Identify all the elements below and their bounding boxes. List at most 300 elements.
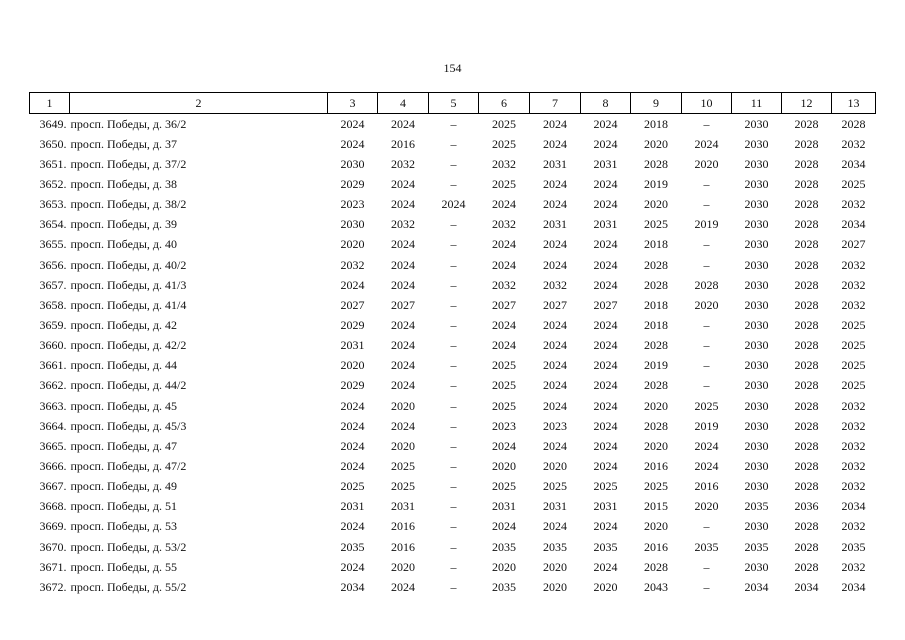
year-cell: 2032: [340, 257, 365, 272]
year-cell: 2024: [593, 398, 618, 413]
row-number-cell: 3669.: [39, 519, 67, 534]
table-row: [30, 275, 876, 295]
year-cell: –: [450, 217, 457, 232]
year-cell: 2030: [744, 257, 769, 272]
year-cell: 2034: [744, 579, 769, 594]
year-cell: 2025: [841, 317, 866, 332]
column-header-4: 4: [378, 93, 429, 114]
year-cell: 2034: [841, 499, 866, 514]
year-cell: 2031: [492, 499, 516, 514]
year-cell: –: [450, 297, 457, 312]
year-cell: 2024: [340, 438, 365, 453]
address-cell: просп. Победы, д. 53/2: [70, 539, 187, 554]
year-cell: –: [450, 418, 457, 433]
year-cell: 2031: [340, 499, 365, 514]
address-cell: просп. Победы, д. 53: [70, 519, 178, 534]
table-row: [30, 537, 876, 557]
year-cell: 2028: [644, 338, 668, 353]
row-number-cell: 3655.: [39, 237, 67, 252]
year-cell: 2028: [794, 358, 819, 373]
year-cell: 2031: [543, 156, 567, 171]
table-row: [30, 497, 876, 517]
row-number-cell: 3662.: [39, 378, 67, 393]
year-cell: 2030: [744, 197, 769, 212]
address-cell: просп. Победы, д. 51: [70, 499, 178, 514]
year-cell: 2024: [391, 317, 415, 332]
year-cell: 2028: [794, 116, 819, 131]
address-cell: просп. Победы, д. 55/2: [70, 579, 187, 594]
year-cell: 2025: [492, 358, 516, 373]
year-cell: 2024: [593, 237, 618, 252]
row-number-cell: 3667.: [39, 479, 67, 494]
year-cell: 2032: [841, 136, 866, 151]
year-cell: –: [703, 257, 710, 272]
year-cell: –: [703, 579, 710, 594]
year-cell: 2028: [794, 559, 819, 574]
table-header: [30, 93, 876, 114]
year-cell: 2029: [340, 378, 365, 393]
address-cell: просп. Победы, д. 55: [70, 559, 178, 574]
year-cell: 2025: [492, 116, 516, 131]
year-cell: 2036: [794, 499, 819, 514]
year-cell: 2028: [644, 559, 668, 574]
address-cell: просп. Победы, д. 47: [70, 438, 178, 453]
year-cell: –: [450, 479, 457, 494]
year-cell: 2034: [340, 579, 365, 594]
row-number-cell: 3665.: [39, 438, 67, 453]
year-cell: 2028: [694, 277, 719, 292]
year-cell: 2025: [492, 398, 516, 413]
column-header-13: 13: [832, 93, 876, 114]
row-number-cell: 3651.: [39, 156, 67, 171]
year-cell: 2024: [593, 559, 618, 574]
year-cell: 2020: [492, 458, 516, 473]
year-cell: 2035: [694, 539, 719, 554]
year-cell: 2024: [593, 338, 618, 353]
year-cell: –: [450, 579, 457, 594]
row-number-cell: 3672.: [39, 579, 67, 594]
column-header-1: 1: [30, 93, 70, 114]
year-cell: 2028: [794, 317, 819, 332]
year-cell: 2024: [543, 317, 567, 332]
row-number-cell: 3656.: [39, 257, 67, 272]
address-cell: просп. Победы, д. 44: [70, 358, 178, 373]
year-cell: 2024: [593, 257, 618, 272]
year-cell: 2024: [593, 418, 618, 433]
year-cell: 2034: [841, 217, 866, 232]
year-cell: 2030: [744, 156, 769, 171]
address-cell: просп. Победы, д. 41/4: [70, 297, 187, 312]
year-cell: 2024: [340, 398, 365, 413]
year-cell: 2019: [644, 176, 668, 191]
year-cell: 2028: [644, 418, 668, 433]
year-cell: –: [703, 237, 710, 252]
year-cell: 2024: [492, 237, 516, 252]
table-row: [30, 134, 876, 154]
year-cell: 2024: [391, 579, 415, 594]
year-cell: 2030: [744, 438, 769, 453]
year-cell: 2030: [744, 116, 769, 131]
year-cell: 2020: [340, 237, 365, 252]
year-cell: 2024: [543, 338, 567, 353]
year-cell: 2025: [841, 176, 866, 191]
row-number-cell: 3661.: [39, 358, 67, 373]
year-cell: 2024: [391, 358, 415, 373]
year-cell: 2030: [744, 176, 769, 191]
year-cell: 2027: [841, 237, 866, 252]
year-cell: 2030: [744, 519, 769, 534]
year-cell: 2024: [543, 176, 567, 191]
year-cell: 2020: [694, 297, 719, 312]
year-cell: 2030: [744, 277, 769, 292]
table-row: [30, 215, 876, 235]
address-cell: просп. Победы, д. 36/2: [70, 116, 187, 131]
year-cell: 2019: [694, 217, 719, 232]
year-cell: –: [703, 116, 710, 131]
year-cell: 2027: [492, 297, 516, 312]
year-cell: 2031: [593, 499, 618, 514]
column-number-row: [30, 93, 876, 114]
year-cell: 2027: [391, 297, 415, 312]
year-cell: 2025: [492, 176, 516, 191]
year-cell: 2030: [744, 458, 769, 473]
column-header-6: 6: [479, 93, 530, 114]
year-cell: 2024: [543, 257, 567, 272]
table-row: [30, 255, 876, 275]
year-cell: 2029: [340, 317, 365, 332]
year-cell: 2032: [841, 418, 866, 433]
address-cell: просп. Победы, д. 41/3: [70, 277, 187, 292]
address-cell: просп. Победы, д. 44/2: [70, 378, 187, 393]
year-cell: 2024: [593, 317, 618, 332]
year-cell: –: [450, 338, 457, 353]
year-cell: 2028: [794, 197, 819, 212]
row-number-cell: 3657.: [39, 277, 67, 292]
year-cell: 2028: [794, 418, 819, 433]
year-cell: 2024: [593, 176, 618, 191]
building-repair-schedule-table: [29, 92, 876, 597]
year-cell: 2020: [644, 136, 668, 151]
year-cell: 2024: [543, 136, 567, 151]
year-cell: 2020: [593, 579, 618, 594]
year-cell: 2020: [340, 358, 365, 373]
year-cell: 2030: [744, 418, 769, 433]
table-row: [30, 174, 876, 194]
year-cell: 2035: [340, 539, 365, 554]
year-cell: 2028: [794, 217, 819, 232]
address-cell: просп. Победы, д. 45/3: [70, 418, 187, 433]
address-cell: просп. Победы, д. 47/2: [70, 458, 187, 473]
year-cell: 2020: [543, 579, 567, 594]
year-cell: 2024: [391, 277, 415, 292]
year-cell: 2024: [340, 136, 365, 151]
year-cell: 2032: [841, 559, 866, 574]
address-cell: просп. Победы, д. 40: [70, 237, 178, 252]
year-cell: –: [703, 378, 710, 393]
year-cell: 2030: [744, 378, 769, 393]
year-cell: 2016: [644, 539, 668, 554]
row-number-cell: 3668.: [39, 499, 67, 514]
year-cell: 2016: [644, 458, 668, 473]
year-cell: 2024: [543, 519, 567, 534]
year-cell: 2030: [744, 398, 769, 413]
year-cell: 2032: [543, 277, 567, 292]
year-cell: 2024: [340, 519, 365, 534]
year-cell: 2025: [644, 217, 668, 232]
year-cell: –: [450, 519, 457, 534]
year-cell: 2024: [543, 398, 567, 413]
year-cell: 2018: [644, 116, 668, 131]
year-cell: 2024: [694, 136, 719, 151]
year-cell: 2024: [340, 277, 365, 292]
table-row: [30, 154, 876, 174]
year-cell: 2024: [492, 438, 516, 453]
year-cell: 2024: [593, 277, 618, 292]
year-cell: 2020: [644, 197, 668, 212]
year-cell: 2024: [593, 438, 618, 453]
row-number-cell: 3652.: [39, 176, 67, 191]
year-cell: 2024: [340, 116, 365, 131]
address-cell: просп. Победы, д. 37/2: [70, 156, 187, 171]
year-cell: –: [450, 237, 457, 252]
address-cell: просп. Победы, д. 42: [70, 317, 178, 332]
year-cell: –: [450, 116, 457, 131]
year-cell: 2032: [841, 398, 866, 413]
table-row: [30, 356, 876, 376]
year-cell: 2025: [391, 458, 415, 473]
year-cell: 2020: [694, 156, 719, 171]
year-cell: 2028: [794, 398, 819, 413]
year-cell: –: [450, 559, 457, 574]
year-cell: 2031: [543, 217, 567, 232]
year-cell: 2016: [391, 136, 415, 151]
year-cell: 2024: [340, 458, 365, 473]
year-cell: 2031: [593, 217, 618, 232]
year-cell: 2023: [340, 197, 365, 212]
year-cell: 2025: [841, 358, 866, 373]
row-number-cell: 3654.: [39, 217, 67, 232]
year-cell: 2043: [644, 579, 668, 594]
year-cell: 2024: [593, 116, 618, 131]
year-cell: 2027: [340, 297, 365, 312]
year-cell: 2028: [644, 277, 668, 292]
year-cell: 2024: [391, 338, 415, 353]
row-number-cell: 3649.: [39, 116, 67, 131]
year-cell: 2025: [593, 479, 618, 494]
table-row: [30, 114, 876, 135]
year-cell: 2031: [391, 499, 415, 514]
year-cell: 2025: [644, 479, 668, 494]
year-cell: –: [703, 176, 710, 191]
table-row: [30, 436, 876, 456]
year-cell: 2030: [744, 237, 769, 252]
year-cell: 2020: [644, 438, 668, 453]
year-cell: 2024: [593, 378, 618, 393]
year-cell: 2024: [593, 458, 618, 473]
year-cell: –: [450, 358, 457, 373]
year-cell: 2024: [391, 418, 415, 433]
column-header-11: 11: [732, 93, 782, 114]
year-cell: 2018: [644, 317, 668, 332]
year-cell: 2032: [841, 277, 866, 292]
table-row: [30, 315, 876, 335]
year-cell: 2024: [340, 559, 365, 574]
column-header-2: 2: [70, 93, 328, 114]
year-cell: 2020: [391, 559, 415, 574]
address-cell: просп. Победы, д. 39: [70, 217, 178, 232]
year-cell: 2032: [841, 197, 866, 212]
year-cell: –: [450, 458, 457, 473]
year-cell: 2024: [543, 197, 567, 212]
address-cell: просп. Победы, д. 38: [70, 176, 178, 191]
row-number-cell: 3658.: [39, 297, 67, 312]
year-cell: 2024: [593, 519, 618, 534]
row-number-cell: 3670.: [39, 539, 67, 554]
year-cell: 2020: [694, 499, 719, 514]
year-cell: 2024: [593, 197, 618, 212]
year-cell: 2028: [794, 479, 819, 494]
year-cell: –: [450, 438, 457, 453]
table-row: [30, 235, 876, 255]
year-cell: 2035: [492, 579, 516, 594]
year-cell: 2024: [492, 519, 516, 534]
year-cell: 2016: [391, 539, 415, 554]
year-cell: 2024: [391, 197, 415, 212]
year-cell: 2024: [694, 438, 719, 453]
column-header-12: 12: [782, 93, 832, 114]
year-cell: 2020: [644, 398, 668, 413]
row-number-cell: 3671.: [39, 559, 67, 574]
year-cell: 2031: [543, 499, 567, 514]
year-cell: 2028: [794, 519, 819, 534]
year-cell: 2024: [492, 257, 516, 272]
table-row: [30, 295, 876, 315]
address-cell: просп. Победы, д. 49: [70, 479, 178, 494]
year-cell: 2024: [492, 197, 516, 212]
year-cell: 2025: [841, 338, 866, 353]
year-cell: 2024: [340, 418, 365, 433]
year-cell: 2019: [644, 358, 668, 373]
year-cell: –: [450, 176, 457, 191]
year-cell: 2030: [340, 156, 365, 171]
year-cell: –: [703, 317, 710, 332]
year-cell: 2035: [841, 539, 866, 554]
year-cell: 2030: [744, 217, 769, 232]
row-number-cell: 3659.: [39, 317, 67, 332]
year-cell: 2023: [543, 418, 567, 433]
column-header-9: 9: [631, 93, 682, 114]
column-header-3: 3: [328, 93, 378, 114]
year-cell: 2028: [794, 277, 819, 292]
table-row: [30, 396, 876, 416]
year-cell: 2029: [340, 176, 365, 191]
year-cell: 2025: [340, 479, 365, 494]
year-cell: 2024: [391, 378, 415, 393]
year-cell: 2032: [492, 277, 516, 292]
table-row: [30, 517, 876, 537]
table-row: [30, 577, 876, 597]
year-cell: 2020: [543, 458, 567, 473]
year-cell: 2025: [492, 136, 516, 151]
year-cell: 2024: [391, 237, 415, 252]
row-number-cell: 3660.: [39, 338, 67, 353]
year-cell: –: [450, 257, 457, 272]
year-cell: 2020: [391, 438, 415, 453]
table-body: [30, 114, 876, 598]
year-cell: 2032: [841, 458, 866, 473]
year-cell: 2020: [543, 559, 567, 574]
year-cell: 2030: [744, 136, 769, 151]
year-cell: 2032: [391, 156, 415, 171]
year-cell: 2025: [391, 479, 415, 494]
year-cell: 2035: [492, 539, 516, 554]
year-cell: 2034: [841, 156, 866, 171]
year-cell: 2025: [492, 479, 516, 494]
year-cell: 2024: [543, 438, 567, 453]
year-cell: –: [450, 378, 457, 393]
year-cell: 2024: [543, 378, 567, 393]
year-cell: –: [703, 358, 710, 373]
year-cell: 2028: [794, 257, 819, 272]
year-cell: 2031: [340, 338, 365, 353]
table-row: [30, 477, 876, 497]
year-cell: –: [703, 519, 710, 534]
year-cell: 2035: [744, 499, 769, 514]
year-cell: 2016: [391, 519, 415, 534]
year-cell: 2028: [644, 156, 668, 171]
year-cell: 2018: [644, 237, 668, 252]
row-number-cell: 3653.: [39, 197, 67, 212]
year-cell: 2032: [492, 156, 516, 171]
row-number-cell: 3664.: [39, 418, 67, 433]
year-cell: 2016: [694, 479, 719, 494]
year-cell: 2031: [593, 156, 618, 171]
year-cell: 2020: [492, 559, 516, 574]
year-cell: 2028: [794, 136, 819, 151]
year-cell: –: [703, 559, 710, 574]
year-cell: 2028: [841, 116, 866, 131]
year-cell: 2028: [794, 237, 819, 252]
year-cell: 2025: [543, 479, 567, 494]
year-cell: 2028: [794, 176, 819, 191]
year-cell: –: [450, 277, 457, 292]
year-cell: –: [450, 539, 457, 554]
year-cell: 2030: [744, 338, 769, 353]
year-cell: 2024: [543, 116, 567, 131]
address-cell: просп. Победы, д. 42/2: [70, 338, 187, 353]
year-cell: 2030: [744, 297, 769, 312]
year-cell: 2035: [543, 539, 567, 554]
year-cell: 2030: [744, 358, 769, 373]
year-cell: 2030: [744, 479, 769, 494]
year-cell: 2034: [794, 579, 819, 594]
year-cell: 2018: [644, 297, 668, 312]
year-cell: 2032: [841, 257, 866, 272]
year-cell: 2028: [794, 338, 819, 353]
year-cell: 2028: [794, 438, 819, 453]
year-cell: 2024: [593, 358, 618, 373]
year-cell: 2028: [794, 156, 819, 171]
year-cell: 2024: [543, 358, 567, 373]
year-cell: 2015: [644, 499, 668, 514]
table-row: [30, 336, 876, 356]
address-cell: просп. Победы, д. 40/2: [70, 257, 187, 272]
year-cell: 2024: [492, 338, 516, 353]
row-number-cell: 3663.: [39, 398, 67, 413]
row-number-cell: 3650.: [39, 136, 67, 151]
year-cell: 2035: [593, 539, 618, 554]
table-row: [30, 456, 876, 476]
